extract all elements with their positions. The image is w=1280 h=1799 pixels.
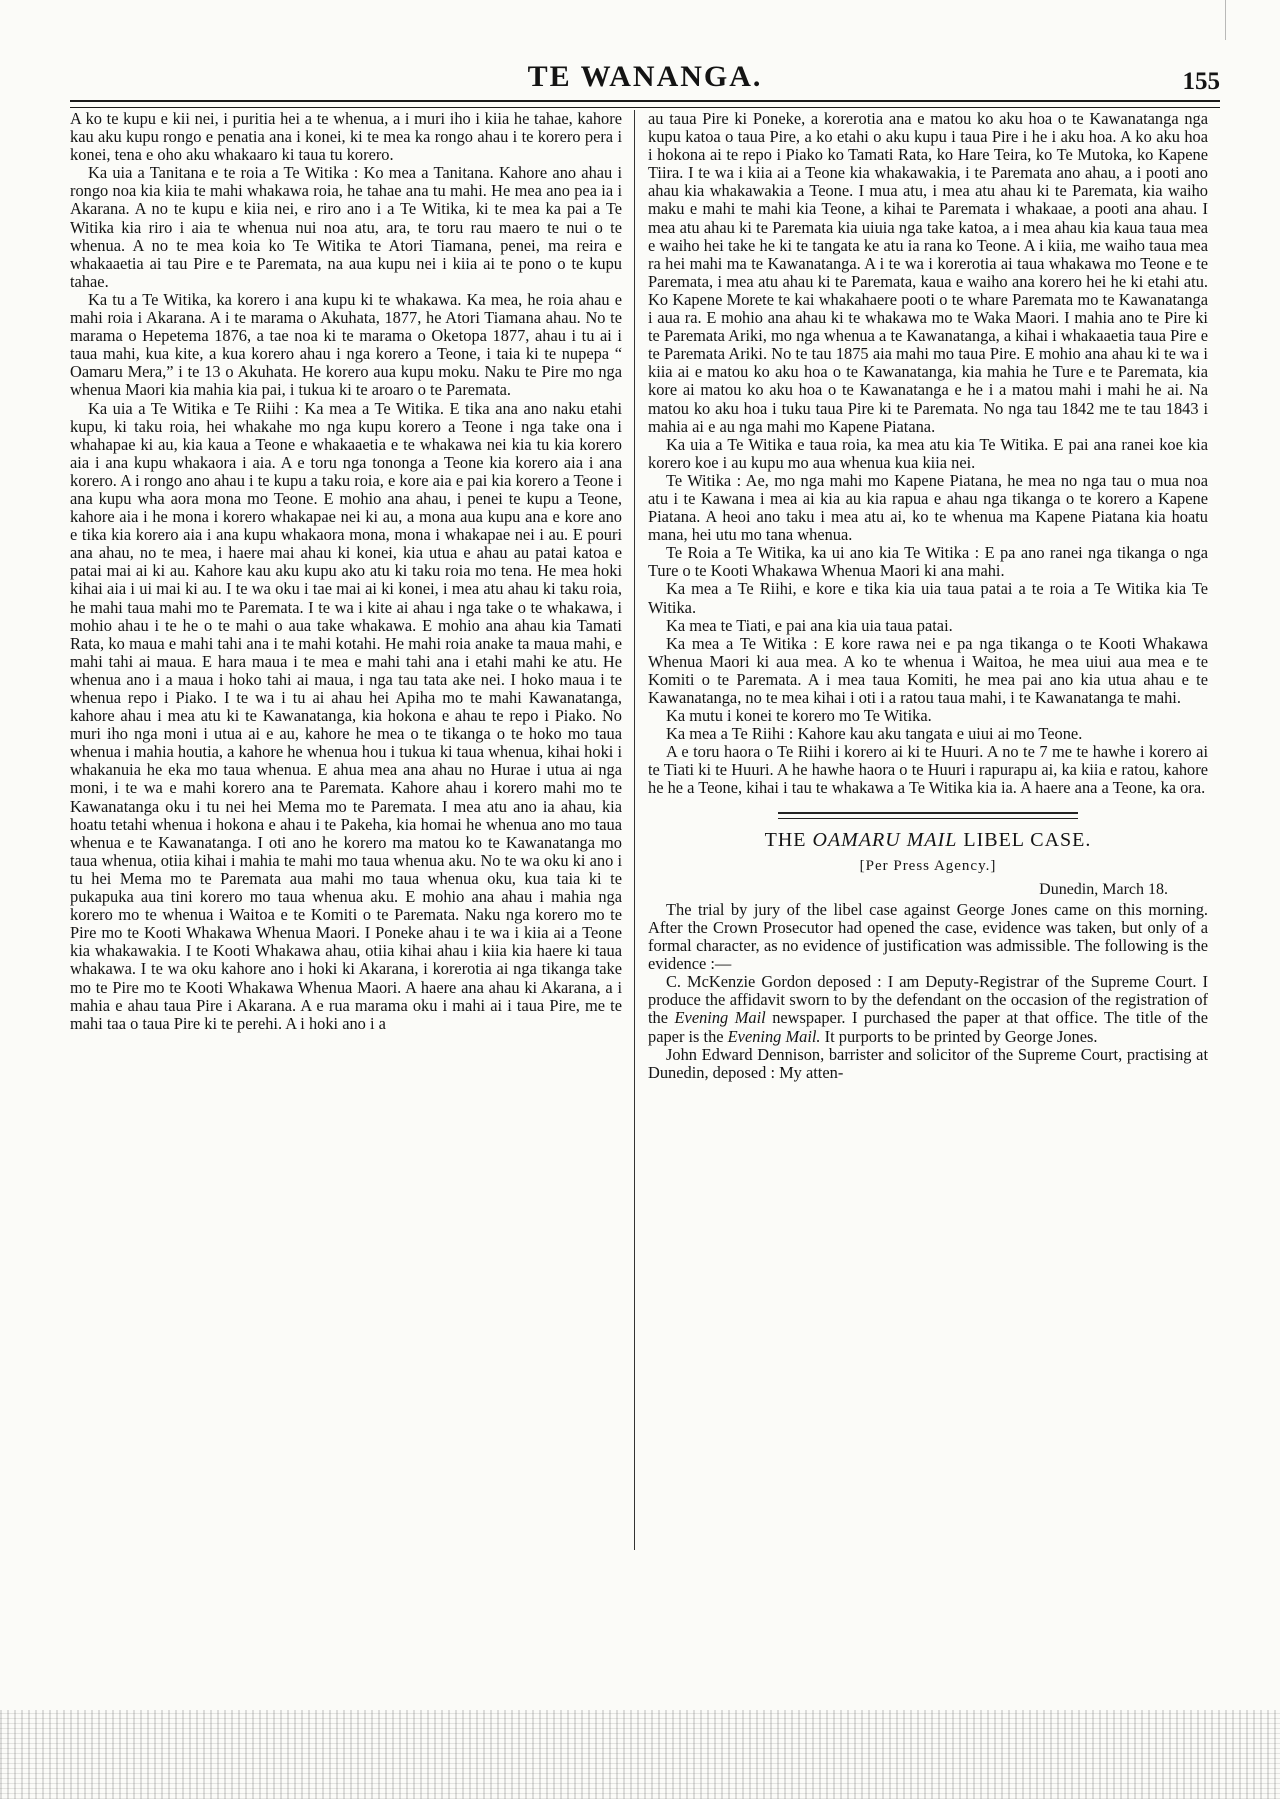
article-title <box>648 828 1208 851</box>
article-title-prefix: THE <box>764 828 807 851</box>
article-title-paper: OAMARU MAIL <box>812 828 958 851</box>
paragraph: A ko te kupu e kii nei, i puritia hei a te whenua, a i muri iho i kiia he tahae, kahore kau aku kupu rongo e penatia ana i konei, ki te mea ka rongo ahau i te korero pera i konei, tena e oho aku whakaaro ki taua tu korero. <box>70 109 622 165</box>
paragraph: A e toru haora o Te Riihi i korero ai ki te Huuri. A no te 7 me te hawhe i korero ai te Tiati ki te Huuri. A he hawhe haora o te Huuri i rapurapu ai, ka kiia e ratou, kahore he he a Teone, kihai i tau te whakawa a Te Witika kia ia. A haere ana a Teone, ka ora. <box>648 742 1208 798</box>
paragraph: John Edward Dennison, barrister and solicitor of the Supreme Court, practising at Dunedin, deposed : My atten- <box>648 1044 1208 1082</box>
paragraph <box>648 973 1208 1045</box>
agency-line: [Per Press Agency.] <box>859 857 997 874</box>
paragraph: Ka mea a Te Riihi, e kore e tika kia uia taua patai a te roia a Te Witika kia Te Witika. <box>648 579 1208 617</box>
paragraph: The trial by jury of the libel case against George Jones came on this morning. After the Crown Prosecutor had opened the case, evidence was taken, but only of a formal character, as no evidence of justification was admissible. The following is the evidence :— <box>648 899 1208 974</box>
paragraph: Te Witika : Ae, mo nga mahi mo Kapene Piatana, he mea no nga tau o mua noa atu i te Kawana i mea ai kia au kia rapua e ahau nga tikanga o te korero a Kapene Piatana. A heoi ano taku i mea atu ai, ko te whenua ma Kapene Piatana kia hoatu mana, hei utu mo tana whenua. <box>648 470 1208 545</box>
text-run: C. McKenzie Gordon deposed : I am Deputy-Registrar of the Supreme Court. I produce the affidavit sworn to by the defendant on the occasion of the registration of the <box>648 972 1208 1028</box>
dateline: Dunedin, March 18. <box>1039 880 1168 898</box>
paper-name: Evening Mail. <box>727 1026 821 1046</box>
paragraph: Ka uia a Te Witika e Te Riihi : Ka mea a Te Witika. E tika ana ano naku etahi kupu, ki taku roia, hei whakahe mo nga kupu korero a Teone i nga take ona i whahapae ki au, kia kaua a Teone e whakaaetia e te whakawa nei kia tu kia korero aia i ana kupu whakaora i aia. A e toru nga tononga a Teone kia korero aia i ana korero. A i rongo ano ahau i te kupu a taku roia, e kore aia e pai kia korero a Teone i ana kupu wha aora mona mo Teone. E mohio ana ahau, i penei te kupu a Teone, kahore aia i he mona i korero whakapae nei ki au, a mona aua kupu ana e kore ano e tika kia korero aia i ana kupu whakaora mona, mona i whakapae nei i au. E pouri ana ahau, no te mea, i haere mai ahau ki konei, kia utua e ahau au patai katoa e patai mai ai ki au. Kahore kau aku kupu ako atu ki taku roia mo tena. He mea hoki kihai aia i ui mai ki au. I te wa oku i tae mai ai ki konei, i mea atu ahau ki taku roia, he mahi taua mahi mo te Paremata. I te wa i kite ai ahau i nga take o te whakawa, i mohio ahau i te he o te mahi o aua take whakawa. E mohio ana ahau kia Tamati Rata, ko maua e mahi tahi ana i te mahi kotahi. He mahi roia anake ta maua mahi, e mahi tahi ai maua. E hara maua i te mea e mahi tahi ana i etahi mahi ke atu. He whenua ano i a maua i hoko tahi ai maua, i nga tau tata ake nei. I hoko maua i te whenua repo i Piako. I te wa i tu ai ahau hei Apiha mo te mahi Kawanatanga, kahore ahau i mea atu ki te Kawanatanga, kia hokona e ahau te repo i Piako. No muri iho nga moni i utua ai e au, kahore he mea o te tikanga o te hoko mo taua whenua i mahia houtia, a kahore he whenua hou i tukua ki taua whenua, kihai hoki i whakanuia he eka mo taua whenua. E ahua mea ana ahau no Hurae i utua ai nga moni, i te wa e mahi korero ana te Paremata. Kahore ahau i korero mahi mo te Kawanatanga oku i tu nei hei Mema mo te Paremata. I mea atu ano ia ahau, kia hoatu tetahi whenua i hokona e ahau i te Pakeha, kia homai he whenua ano mo taua whenua e te Kawanatanga. I oti ano he korero ma matou ko te Kawanatanga mo taua whenua, otiia kihai i mahia te mahi mo taua whenua aku. No te wa oku ki ano i tu hei Mema mo te Paremata aua mahi mo taua whenua oku, kua taia ki te pukapuka aua tini korero mo taua whenua aku. E mohio ana ahau i mahia nga korero mo te whenua i Waitoa e te Komiti o te Paremata. Naku nga korero mo te Pire mo te Kooti Whakawa Whenua Maori. I Poneke ahau i te wa i kiia ai a Teone kia whakawakia. I te Kooti Whakawa ahau, otiia kihai ahau i kiia kia haere ki taua whakawa. I te wa oku kahore ano i hoki ki Akarana, i korerotia ai nga tikanga take mo te Pire mo te Kooti Whakawa Whenua Maori. A haere ana ahau ki Akarana, a i mahia e ahau taua Pire i Akarana. A e rua marama oku i mahi ai i taua Pire, me te mahi taa o taua Pire ki te perehi. A i hoki ano i a <box>70 398 622 1033</box>
scan-noise-band <box>0 1710 1280 1799</box>
column-divider <box>634 110 635 1550</box>
paragraph: Ka mea te Tiati, e pai ana kia uia taua patai. <box>666 615 953 635</box>
article-divider <box>778 812 1078 819</box>
page-number: 155 <box>1182 68 1220 95</box>
article-title-suffix: LIBEL CASE. <box>963 828 1092 851</box>
left-column <box>70 110 622 1033</box>
paragraph: Ka mea a Te Riihi : Kahore kau aku tangata e uiui ai mo Teone. <box>666 724 1083 744</box>
paragraph: Ka mea a Te Witika : E kore rawa nei e pa nga tikanga o te Kooti Whakawa Whenua Maori ki aua mea. A ko te whenua i Waitoa, he mea uiui aua mea e te Komiti o te Paremata. A i mea taua Komiti, he mea pai ano kia utua ahau e te Kawanatanga, no te mea kihai i oti i a ratou taua mahi, i te Kawanatanga te mahi. <box>648 633 1208 707</box>
paragraph: Ka uia a Te Witika e taua roia, ka mea atu kia Te Witika. E pai ana ranei koe kia korero koe i au kupu mo aua whenua kua kiia nei. <box>648 434 1208 472</box>
paragraph: Te Roia a Te Witika, ka ui ano kia Te Witika : E pa ano ranei nga tikanga o nga Ture o te Kooti Whakawa Whenua Maori ki ana mahi. <box>648 543 1208 581</box>
paragraph: Ka uia a Tanitana e te roia a Te Witika : Ko mea a Tanitana. Kahore ano ahau i rongo noa kia kiia te mahi whakawa roia, he tahae ana tu mahi. He mea ano pea ia i Akarana. A no te kupu e kiia nei, e riro ano i a Te Witika, ki te mea ka pai a Te Witika kia riro i aia te whenua nui noa atu, ara, te toru rau maero te nui o te whenua. A no te mea koia ko Te Witika te Atori Tiamana, penei, ma reira e whakaaetia ai tau Pire e te Paremata, na aua kupu nei i kiia ai te pono o te kupu tahae. <box>70 163 622 291</box>
page-header <box>70 56 1220 100</box>
header-rule <box>70 100 1220 108</box>
text-run: newspaper. I purchased the paper at that office. The title of the paper is the <box>648 1008 1208 1046</box>
page-edge-mark <box>1225 0 1256 40</box>
paper-name: Evening Mail <box>674 1008 766 1028</box>
right-column <box>648 110 1208 1082</box>
paragraph: au taua Pire ki Poneke, a korerotia ana e matou ko aku hoa o te Kawanatanga nga kupu katoa o taua Pire, a ko etahi o aku kupu i taua Pire i he i aku hoa. A ko aku hoa i hokona ai te repo i Piako ko Tamati Rata, ko Hare Teira, ko Te Mutoka, ko Kapene Tiira. I te wa i kiia ai a Teone kia whakawakia, i te Paremata ano ahau, a i pooti ano ahau kia whakawakia a Teone. I mua atu, i mea atu ahau ki te Paremata, kia waiho maku e mahi te mahi kia Teone, a kihai te Paremata i whakaae, a pooti ana ahau. I mea atu ahau ki te Paremata kia uiuia nga take katoa, a i mea ahau kia kaua taua mea e waiho hei take he ki te tangata ke atu ia rana ko Teone. A i kiia, me waiho taua mea ra hei mahi ma te Kawanatanga. A i te wa i korerotia ai taua whakawa mo Teone e te Paremata, i mea atu ahau ki te Paremata, kaua e waiho ana korero hei he ki etahi atu. Ko Kapene Morete te kai whakahaere pooti o te whare Paremata mo te Kawanatanga i aua ra. E mohio ana ahau ki te whakawa mo te Waka Maori. I mahia ano te Pire ki te Paremata Ariki, mo nga whenua a te Kawanatanga, a kihai i whakaaetia taua Pire e te Paremata Ariki. No te tau 1875 aia mahi mo taua Pire. E mohio ana ahau ki te wa i kiia ai e matou ko aku hoa o te Kawanatanga, kia mahia he Ture e te Paremata, kia kore ai matou ko aku hoa o te Kawanatanga e he i a matou mahi i mahi he ai. Na matou ko aku hoa i tuku taua Pire ki te Paremata. No nga tau 1842 me te tau 1843 i mahia ai e au nga mahi mo Kapene Piatana. <box>648 109 1208 436</box>
text-run: It purports to be printed by George Jones. <box>824 1026 1098 1046</box>
paragraph: Ka tu a Te Witika, ka korero i ana kupu ki te whakawa. Ka mea, he roia ahau e mahi roia i Akarana. A i te marama o Akuhata, 1877, he Atori Tiamana ahau. No te marama o Hepetema 1876, a tae noa ki te marama o Oketopa 1877, ahau i tu ai i taua mahi, kua kite, a kua korero ahau i nga korero a Teone, i taia ki te nupepa “ Oamaru Mera,” i te 13 o Akuhata. He korero aua kupu moku. Naku te Pire mo nga whenua Maori kia mahia kia pai, i tukua ki te aroaro o te Paremata. <box>70 289 622 400</box>
masthead: TE WANANGA. <box>527 60 763 93</box>
paragraph: Ka mutu i konei te korero mo Te Witika. <box>666 706 932 726</box>
